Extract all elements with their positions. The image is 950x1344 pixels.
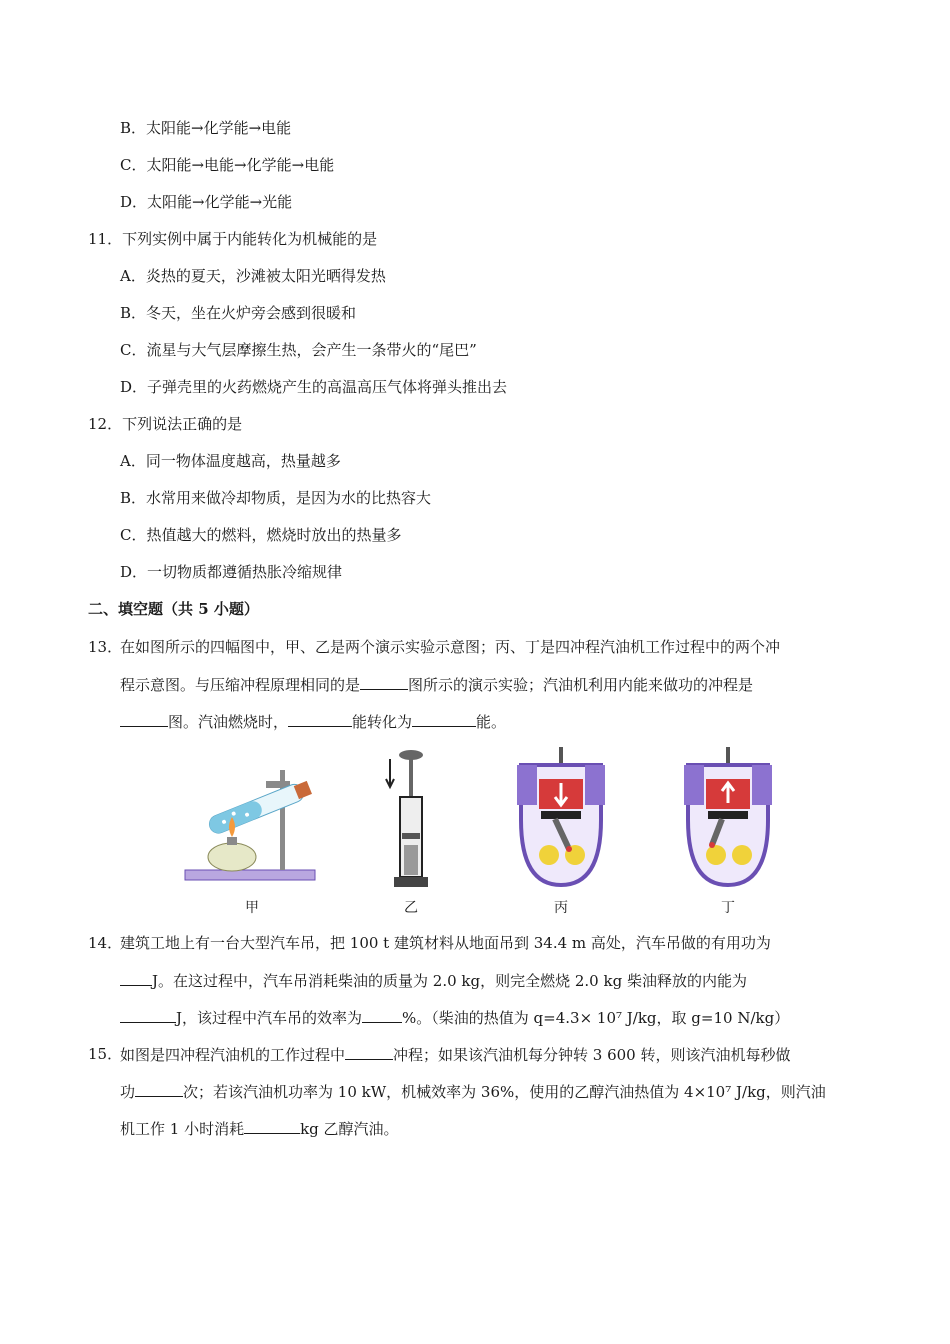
q11-stem: 11．下列实例中属于内能转化为机械能的是 xyxy=(88,230,378,248)
engine-stroke-bing-icon xyxy=(515,745,607,895)
q13-line2: 程示意图。与压缩冲程原理相同的是 图所示的演示实验；汽油机利用内能来做功的冲程是 xyxy=(120,673,753,696)
figure-jia xyxy=(170,745,335,916)
answer-blank[interactable] xyxy=(244,1117,300,1134)
q10-option-d: D．太阳能→化学能→光能 xyxy=(120,193,293,211)
q14-number: 14． xyxy=(88,934,123,952)
q12-option-c: C．热值越大的燃料，燃烧时放出的热量多 xyxy=(120,526,402,544)
q12-option-a: A．同一物体温度越高，热量越多 xyxy=(120,452,341,470)
q12-stem: 12．下列说法正确的是 xyxy=(88,415,243,433)
q10-option-c: C．太阳能→电能→化学能→电能 xyxy=(120,156,335,174)
q15-line2: 功 次；若该汽油机功率为 10 kW，机械效率为 36%，使用的乙醇汽油热值为 4×10⁷ J/kg，则汽油 xyxy=(120,1080,826,1103)
test-tube-heating-icon xyxy=(170,745,335,895)
q13-line1: 在如图所示的四幅图中，甲、乙是两个演示实验示意图；丙、丁是四冲程汽油机工作过程中的两个冲 xyxy=(120,638,781,656)
answer-blank[interactable] xyxy=(412,710,476,727)
answer-blank[interactable] xyxy=(360,673,408,690)
figure-label-yi: 乙 xyxy=(404,900,418,916)
figure-label-bing: 丙 xyxy=(554,900,568,916)
answer-blank[interactable] xyxy=(288,710,352,727)
engine-stroke-ding-icon xyxy=(682,745,774,895)
answer-blank[interactable] xyxy=(120,969,152,986)
q13-number: 13． xyxy=(88,638,123,656)
figure-label-ding: 丁 xyxy=(721,900,735,916)
q15-line1: 如图是四冲程汽油机的工作过程中 冲程；如果该汽油机每分钟转 3 600 转，则该汽油机每秒做 xyxy=(120,1043,791,1066)
q14-line3: J，该过程中汽车吊的效率为 %。（柴油的热值为 q=4.3× 10⁷ J/kg，取 g=10 N/kg） xyxy=(120,1006,789,1029)
q15-line3: 机工作 1 小时消耗 kg 乙醇汽油。 xyxy=(120,1117,399,1140)
q11-option-d: D．子弹壳里的火药燃烧产生的高温高压气体将弹头推出去 xyxy=(120,378,508,396)
q11-option-b: B．冬天，坐在火炉旁会感到很暖和 xyxy=(120,304,357,322)
q14-line1: 建筑工地上有一台大型汽车吊，把 100 t 建筑材料从地面吊到 34.4 m 高处，汽车吊做的有用功为 xyxy=(120,934,771,952)
answer-blank[interactable] xyxy=(120,710,168,727)
q12-option-b: B．水常用来做冷却物质，是因为水的比热容大 xyxy=(120,489,432,507)
q10-option-b: B．太阳能→化学能→电能 xyxy=(120,119,292,137)
q14-line2: J。在这过程中，汽车吊消耗柴油的质量为 2.0 kg，则完全燃烧 2.0 kg 柴油释放的内能为 xyxy=(120,969,747,992)
q12-option-d: D．一切物质都遵循热胀冷缩规律 xyxy=(120,563,343,581)
experiment-figures xyxy=(170,745,790,920)
answer-blank[interactable] xyxy=(345,1043,393,1060)
compression-cylinder-icon xyxy=(378,745,440,895)
figure-label-jia: 甲 xyxy=(245,900,259,916)
answer-blank[interactable] xyxy=(135,1080,183,1097)
answer-blank[interactable] xyxy=(362,1006,402,1023)
answer-blank[interactable] xyxy=(120,1006,176,1023)
q15-number: 15． xyxy=(88,1045,123,1063)
section-heading: 二、填空题（共 5 小题） xyxy=(88,600,259,618)
q13-line3: 图。汽油燃烧时， 能转化为 能。 xyxy=(120,710,506,733)
q11-option-a: A．炎热的夏天，沙滩被太阳光晒得发热 xyxy=(120,267,386,285)
q11-option-c: C．流星与大气层摩擦生热，会产生一条带火的“尾巴” xyxy=(120,341,477,359)
figure-ding xyxy=(682,745,774,916)
figure-bing xyxy=(515,745,607,916)
figure-yi xyxy=(378,745,440,916)
